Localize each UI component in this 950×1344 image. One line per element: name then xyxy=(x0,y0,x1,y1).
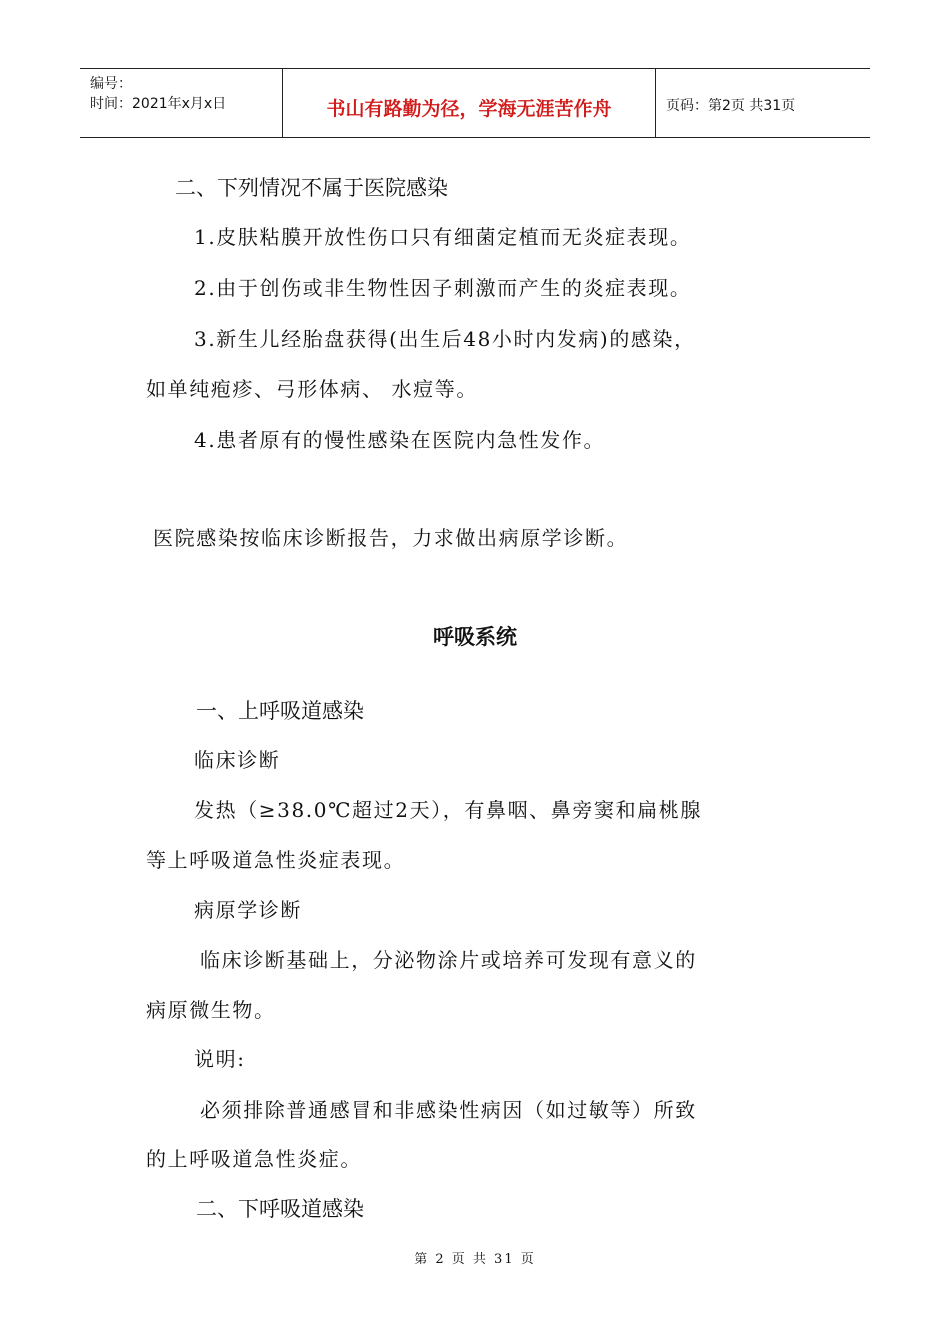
pathogen-diagnosis-line1: 临床诊断基础上，分泌物涂片或培养可发现有意义的 xyxy=(200,948,697,972)
header-page-cell xyxy=(656,69,870,137)
note-label: 说明: xyxy=(194,1047,246,1071)
exclusion-item-1: 1.皮肤粘膜开放性伤口只有细菌定植而无炎症表现。 xyxy=(194,225,692,249)
note-line2: 的上呼吸道急性炎症。 xyxy=(146,1147,362,1171)
clinical-diagnosis-label: 临床诊断 xyxy=(194,748,281,772)
pathogen-diagnosis-line2: 病原微生物。 xyxy=(146,998,276,1022)
header-motto: 书山有路勤为径，学海无涯苦作舟 xyxy=(326,98,612,120)
exclusion-item-2: 2.由于创伤或非生物性因子刺激而产生的炎症表现。 xyxy=(194,276,692,300)
clinical-diagnosis-line2: 等上呼吸道急性炎症表现。 xyxy=(146,848,406,872)
lower-respiratory-heading: 二、下呼吸道感染 xyxy=(196,1197,364,1221)
exclusion-item-3-line2: 如单纯疱疹、弓形体病、 水痘等。 xyxy=(146,377,478,401)
respiratory-title: 呼吸系统 xyxy=(433,625,517,649)
number-label: 编号： xyxy=(90,76,132,92)
exclusion-item-3-line1: 3.新生儿经胎盘获得(出生后48小时内发病)的感染， xyxy=(194,327,696,351)
date-label: 时间：2021年x月x日 xyxy=(90,96,227,112)
upper-respiratory-heading: 一、上呼吸道感染 xyxy=(196,699,364,723)
clinical-diagnosis-line1: 发热（≥38.0℃超过2天），有鼻咽、鼻旁窦和扁桃腺 xyxy=(194,798,702,822)
pathogen-diagnosis-label: 病原学诊断 xyxy=(194,898,302,922)
note-line1: 必须排除普通感冒和非感染性病因（如过敏等）所致 xyxy=(200,1098,697,1122)
exclusions-heading: 二、下列情况不属于医院感染 xyxy=(175,176,448,200)
header-info-cell xyxy=(80,69,283,137)
page-footer: 第 2 页 共 31 页 xyxy=(414,1252,536,1267)
page-header xyxy=(80,68,870,138)
report-note: 医院感染按临床诊断报告，力求做出病原学诊断。 xyxy=(153,526,629,550)
header-motto-cell xyxy=(283,69,656,137)
exclusion-item-4: 4.患者原有的慢性感染在医院内急性发作。 xyxy=(194,428,606,452)
page-info: 页码：第2页 共31页 xyxy=(666,98,796,114)
